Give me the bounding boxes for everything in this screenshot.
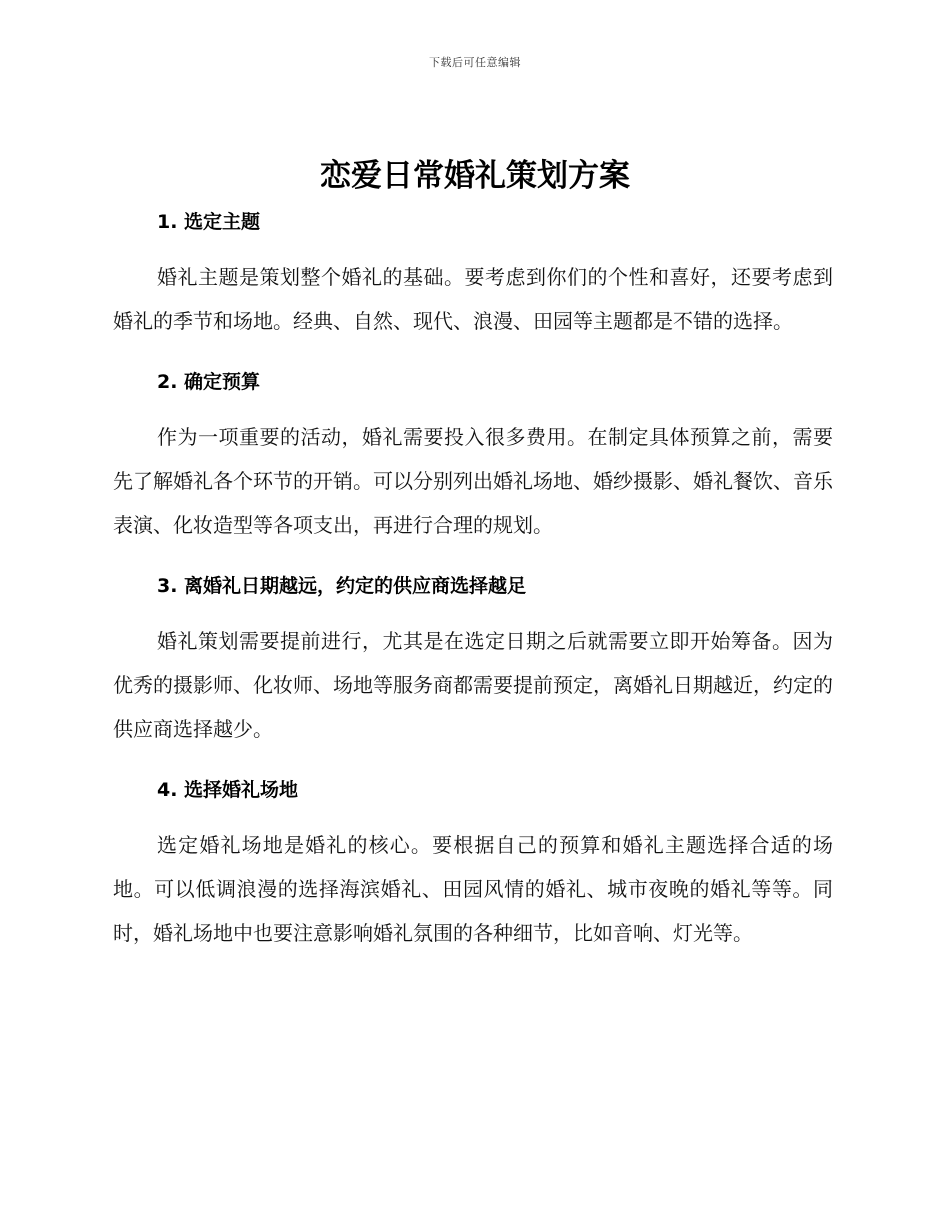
section-budget [113,365,833,547]
section-paragraph: 作为一项重要的活动，婚礼需要投入很多费用。在制定具体预算之前，需要先了解婚礼各个环节的开销。可以分别列出婚礼场地、婚纱摄影、婚礼餐饮、音乐表演、化妆造型等各项支出，再进行合理的规划。 [113,425,833,537]
section-heading: 2. 确定预算 [157,371,261,393]
section-choose-theme [113,205,833,343]
section-heading: 4. 选择婚礼场地 [157,779,299,801]
header-note: 下载后可任意编辑 [429,56,521,69]
section-venue [113,773,833,955]
section-paragraph: 婚礼主题是策划整个婚礼的基础。要考虑到你们的个性和喜好，还要考虑到婚礼的季节和场地。经典、自然、现代、浪漫、田园等主题都是不错的选择。 [113,265,833,333]
section-heading: 1. 选定主题 [157,211,261,233]
document-content [113,205,833,977]
section-heading: 3. 离婚礼日期越远，约定的供应商选择越足 [157,575,527,597]
section-paragraph: 婚礼策划需要提前进行，尤其是在选定日期之后就需要立即开始筹备。因为优秀的摄影师、化妆师、场地等服务商都需要提前预定，离婚礼日期越近，约定的供应商选择越少。 [113,629,833,741]
section-paragraph: 选定婚礼场地是婚礼的核心。要根据自己的预算和婚礼主题选择合适的场地。可以低调浪漫的选择海滨婚礼、田园风情的婚礼、城市夜晚的婚礼等等。同时，婚礼场地中也要注意影响婚礼氛围的各种细节，比如音响、灯光等。 [113,833,833,945]
section-vendors [113,569,833,751]
document-title: 恋爱日常婚礼策划方案 [320,158,630,194]
